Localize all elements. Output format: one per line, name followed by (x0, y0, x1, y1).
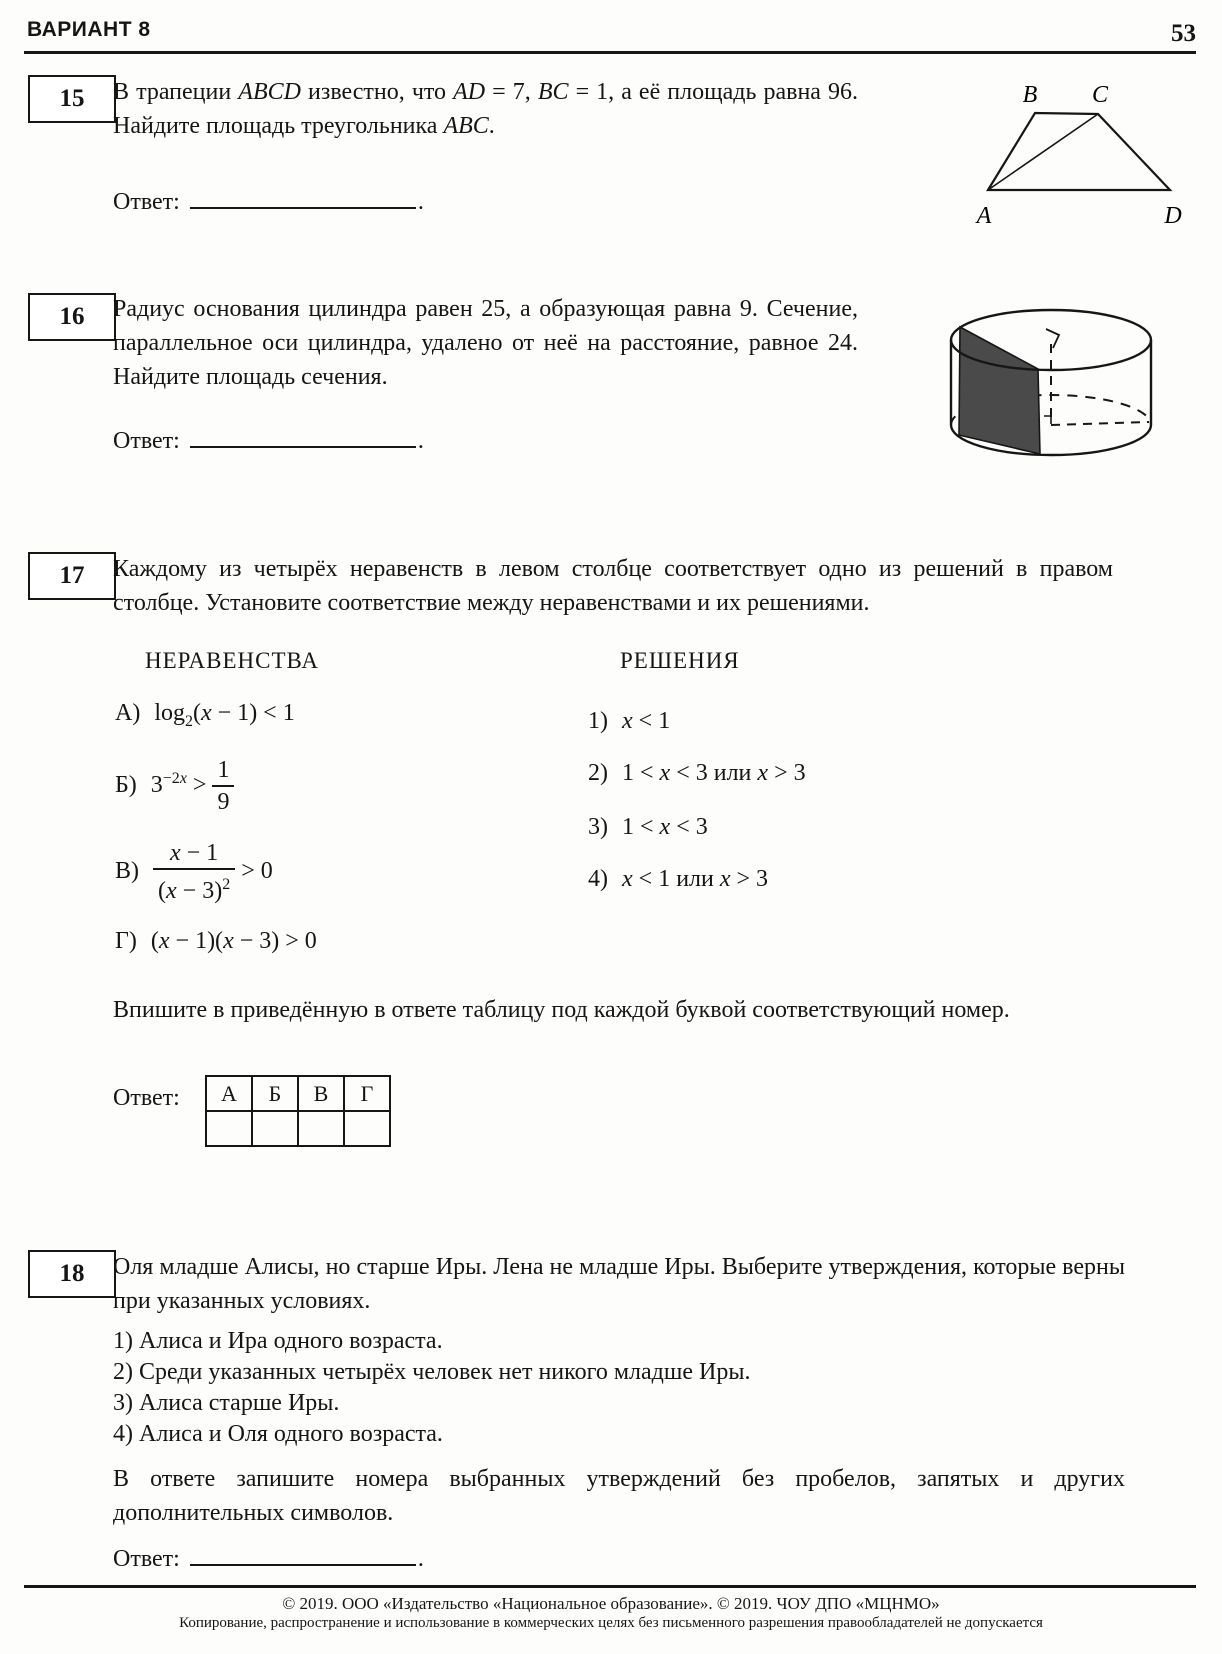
answer-blank[interactable] (190, 422, 416, 448)
answer-table-header-row (206, 1076, 390, 1111)
solution-row-2 (588, 760, 806, 787)
section-plane (959, 327, 1040, 454)
solution-label-2: 2) (588, 760, 608, 786)
chord-right-angle-mark (1046, 329, 1059, 348)
inequality-label-b: Б) (115, 771, 137, 798)
problem-16-statement: Радиус основания цилиндра равен 25, а образующая равна 9. Сечение, параллельное оси цилиндра, удалено от неё на расстояние, равное 24. Найдите площадь сечения. (113, 296, 858, 390)
problem-17-number-box (28, 552, 116, 600)
table-header-cell-g: Г (344, 1076, 390, 1111)
header-rule (24, 51, 1196, 54)
cylinder-figure (878, 272, 1160, 472)
axis-right-angle-mark (1044, 416, 1051, 424)
vertex-label-b: B (1022, 82, 1038, 108)
solution-label-3: 3) (588, 814, 608, 840)
vertex-label-c: C (1091, 82, 1109, 108)
table-input-cell-g[interactable] (344, 1111, 390, 1146)
inequality-label-v: В) (115, 857, 139, 884)
solution-row-3 (588, 814, 708, 841)
option-4: 4) Алиса и Оля одного возраста. (113, 1421, 443, 1447)
vertex-label-d: D (1164, 203, 1182, 229)
answer-label: Ответ: (113, 428, 180, 454)
problem-18-statement: Оля младше Алисы, но старше Иры. Лена не младше Иры. Выберите утверждения, которые верны при указанных условиях. (113, 1254, 1125, 1314)
inequality-label-g: Г) (115, 928, 137, 954)
inequality-formula-a: $\log_2(x - 1) < 1$ (154, 700, 295, 730)
table-input-cell-v[interactable] (298, 1111, 344, 1146)
table-header-cell-v: В (298, 1076, 344, 1111)
solution-formula-4: x < 1 или x > 3 (622, 866, 769, 892)
variant-header: ВАРИАНТ 8 (27, 18, 151, 41)
option-1: 1) Алиса и Ира одного возраста. (113, 1328, 443, 1354)
solution-row-4 (588, 866, 768, 893)
problem-18-number-box (28, 1250, 116, 1298)
solution-row-1 (588, 708, 670, 735)
footer-rule (24, 1585, 1196, 1588)
option-3: 3) Алиса старше Иры. (113, 1390, 340, 1416)
table-header-cell-a: А (206, 1076, 252, 1111)
answer-label: Ответ: (113, 1085, 180, 1111)
solution-formula-1: x < 1 (622, 708, 671, 734)
answer-table (205, 1075, 391, 1147)
problem-15-statement: В трапеции ABCD известно, что AD = 7, BC = 1, а её площадь равна 96. Найдите площадь треугольника ABC. (113, 79, 858, 139)
solution-formula-3: 1 < x < 3 (622, 814, 708, 840)
inequality-row-b (115, 755, 234, 817)
problem-18-answer (113, 1540, 424, 1573)
copyright-line-2: Копирование, распространение и использование в коммерческих целях без письменного разрешения правообладателей не допускается (179, 1615, 1043, 1631)
table-input-cell-a[interactable] (206, 1111, 252, 1146)
problem-17-number: 17 (59, 562, 85, 589)
answer-period: . (417, 428, 424, 454)
answer-blank[interactable] (190, 183, 416, 209)
inequality-formula-v: $\frac{x - 1}{(x - 3)^2}$ > 0 (153, 858, 273, 884)
problem-15-number-box (28, 75, 116, 123)
copyright-line-1: © 2019. ООО «Издательство «Национальное образование». © 2019. ЧОУ ДПО «МЦНМО» (282, 1594, 940, 1613)
problem-16-number: 16 (59, 303, 85, 330)
problem-16-answer (113, 422, 424, 455)
problem-17-statement: Каждому из четырёх неравенств в левом столбце соответствует одно из решений в правом столбце. Установите соответствие между неравенствами и их решениями. (113, 556, 1113, 616)
answer-label: Ответ: (113, 189, 180, 215)
inequality-formula-g: (x − 1)(x − 3) > 0 (150, 928, 317, 954)
inequality-formula-b: $3^{-2x}$ > $\frac{1}{9}$ (151, 772, 235, 798)
answer-period: . (417, 189, 424, 215)
inequality-label-a: А) (115, 700, 141, 726)
problem-16-number-box (28, 293, 116, 341)
inequalities-column-header: НЕРАВЕНСТВА (145, 648, 320, 673)
problem-15-answer (113, 183, 424, 216)
answer-blank[interactable] (190, 1540, 416, 1566)
problem-18-closing: В ответе запишите номера выбранных утверждений без пробелов, запятых и других дополнительных символов. (113, 1466, 1125, 1526)
problem-15-number: 15 (59, 85, 85, 112)
inequality-row-g (115, 928, 317, 955)
answer-period: . (417, 1546, 424, 1572)
solutions-column-header: РЕШЕНИЯ (620, 648, 740, 673)
problem-17-answer-label (113, 1085, 180, 1112)
trapezoid-figure (930, 68, 1192, 230)
answer-label: Ответ: (113, 1546, 180, 1572)
table-header-cell-b: Б (252, 1076, 298, 1111)
solution-label-1: 1) (588, 708, 608, 734)
trapezoid-diagonal-ac (988, 114, 1098, 190)
vertex-label-a: A (976, 203, 992, 229)
inequality-row-a (115, 700, 295, 731)
problem-18-number: 18 (59, 1260, 85, 1287)
fill-note: Впишите в приведённую в ответе таблицу под каждой буквой соответствующий номер. (113, 997, 1010, 1023)
inequality-row-v (115, 838, 273, 906)
page-number: 53 (1171, 20, 1196, 47)
trapezoid-outline (988, 113, 1170, 190)
cylinder-radius-dashed (1051, 422, 1149, 425)
solution-label-4: 4) (588, 866, 608, 892)
table-input-cell-b[interactable] (252, 1111, 298, 1146)
option-2: 2) Среди указанных четырёх человек нет никого младше Иры. (113, 1359, 751, 1385)
answer-table-input-row (206, 1111, 390, 1146)
solution-formula-2: 1 < x < 3 или x > 3 (622, 760, 806, 786)
